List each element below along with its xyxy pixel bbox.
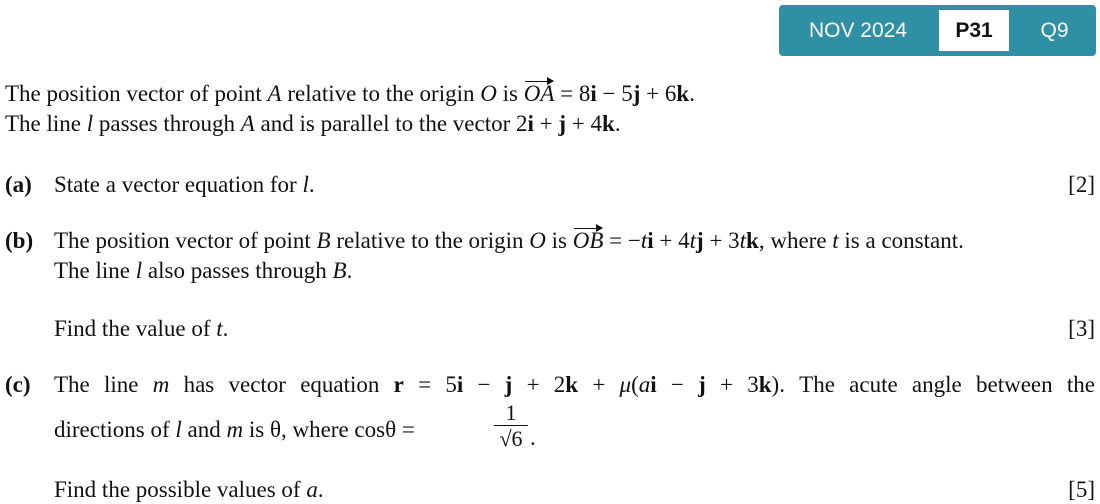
vector-oa: OA <box>523 81 555 106</box>
part-b-line-2: The line l also passes through B. <box>54 258 353 283</box>
part-c-marks: [5] <box>1068 477 1095 502</box>
fraction-one-over-root-six <box>494 402 528 451</box>
part-c-find: Find the possible values of a. <box>54 477 324 502</box>
part-b-label: (b) <box>5 228 34 253</box>
part-c-label: (c) <box>5 372 31 397</box>
part-b-line-1: The position vector of point B relative to the origin O is OB = −ti + 4tj + 3tk, where t is a constant. <box>54 228 964 253</box>
part-a-marks: [2] <box>1068 172 1095 197</box>
fraction-numerator: 1 <box>505 400 517 425</box>
fraction-denominator: √6 <box>499 426 523 451</box>
intro-line-2: The line l passes through A and is parallel to the vector 2i + j + 4k. <box>5 111 621 136</box>
vector-ob: OB <box>572 228 604 253</box>
part-b-marks: [3] <box>1068 316 1095 341</box>
intro-line-1: The position vector of point A relative to the origin O is OA = 8i − 5j + 6k. <box>5 81 695 106</box>
paper-label: P31 <box>939 10 1009 51</box>
session-label: NOV 2024 <box>808 19 908 42</box>
part-c-line-2: directions of l and m is θ, where cosθ = <box>54 417 415 442</box>
part-b-find: Find the value of t. <box>54 316 229 341</box>
part-a-text: State a vector equation for l. <box>54 172 315 197</box>
question-label: Q9 <box>1040 19 1069 42</box>
fraction-period: . <box>530 425 536 450</box>
part-a-label: (a) <box>5 172 32 197</box>
part-c-line-1: The line m has vector equation r = 5i − j + 2k + μ(ai − j + 3k). The acute angle between the <box>54 372 1095 397</box>
question-badge <box>779 5 1096 56</box>
